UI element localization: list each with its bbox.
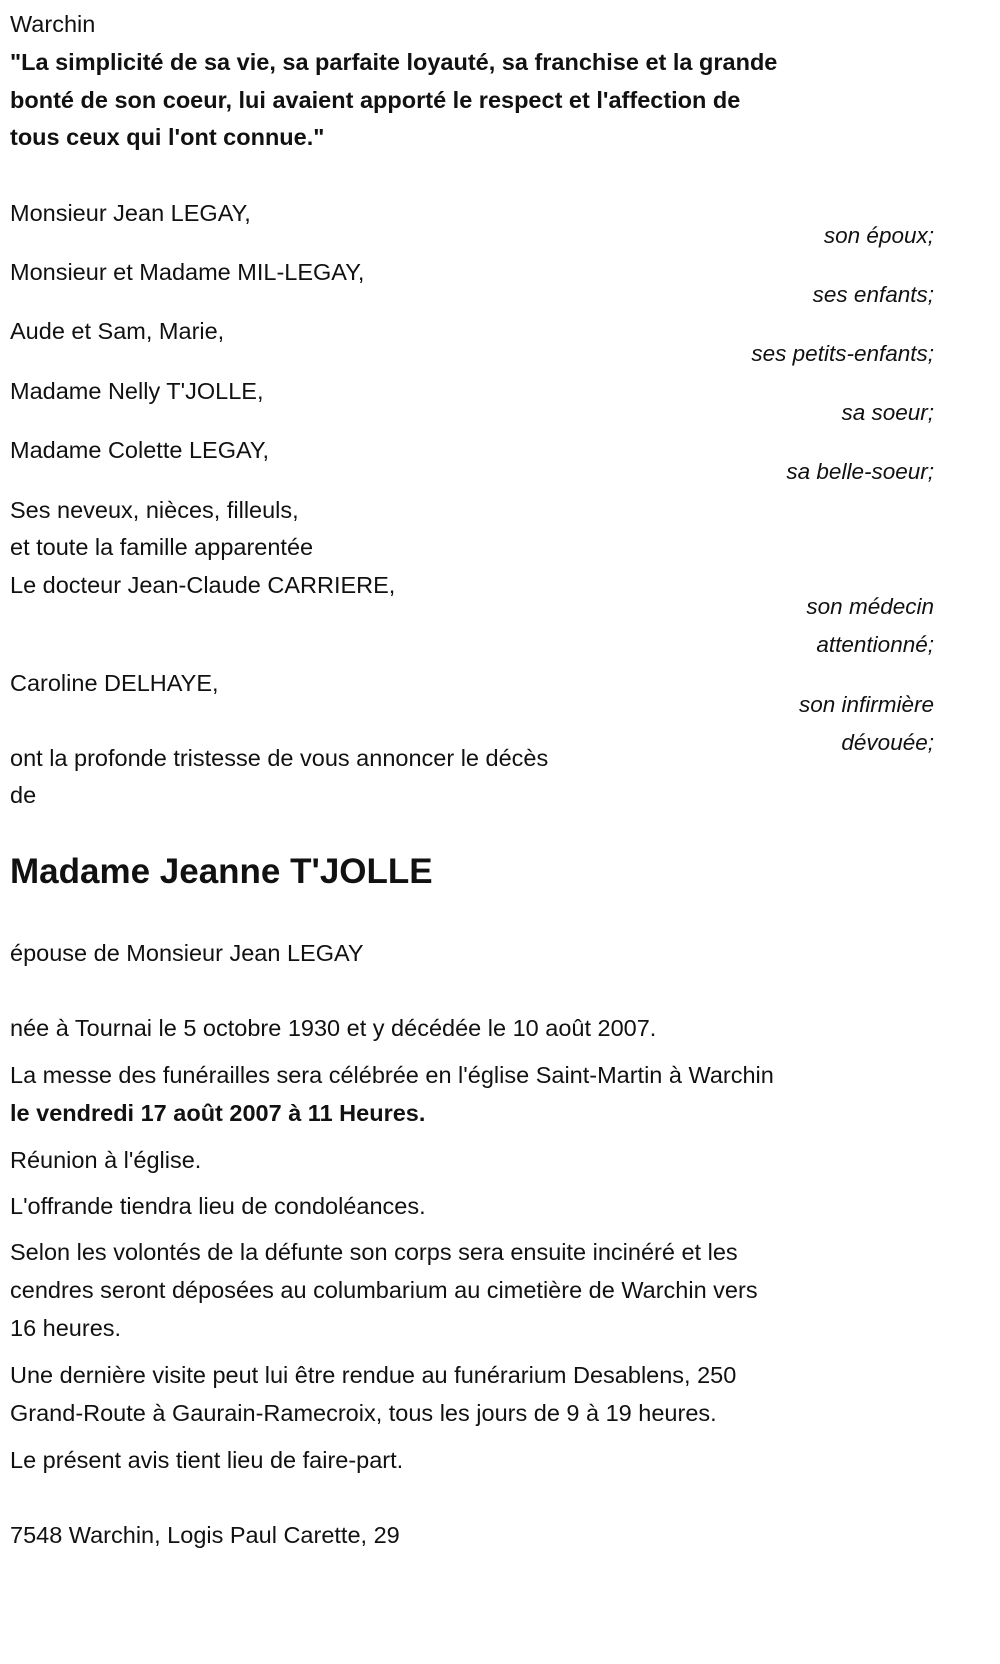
spouse-line: épouse de Monsieur Jean LEGAY [10,940,364,966]
meeting-line: Réunion à l'église. [10,1147,202,1173]
nurse-relation: son infirmière [798,692,934,717]
family-relation: son époux; [823,223,934,248]
doctor-relation: son médecin [806,594,934,619]
quote-line: tous ceux qui l'ont connue." [10,124,325,150]
born-line: née à Tournai le 5 octobre 1930 et y décédée le 10 août 2007. [10,1015,657,1041]
nurse-name: Caroline DELHAYE, [10,670,219,696]
family-relation: ses petits-enfants; [751,341,934,366]
doctor-relation: attentionné; [816,632,934,657]
family-name: Monsieur Jean LEGAY, [10,200,251,226]
others-line: Le docteur Jean-Claude CARRIERE, [10,572,396,598]
cremation-line: 16 heures. [10,1315,122,1341]
cremation-line: cendres seront déposées au columbarium au cimetière de Warchin vers [10,1277,758,1303]
mass-date: le vendredi 17 août 2007 à 11 Heures. [10,1100,426,1126]
place: Warchin [10,11,96,37]
family-relation: sa soeur; [841,400,934,425]
notice-line: Le présent avis tient lieu de faire-part. [10,1447,404,1473]
quote-line: bonté de son coeur, lui avaient apporté le respect et l'affection de [10,87,741,113]
visit-line: Grand-Route à Gaurain-Ramecroix, tous les jours de 9 à 19 heures. [10,1400,717,1426]
offering-line: L'offrande tiendra lieu de condoléances. [10,1193,426,1219]
family-name: Madame Colette LEGAY, [10,437,270,463]
mass-line: La messe des funérailles sera célébrée en l'église Saint-Martin à Warchin [10,1062,774,1088]
family-name: Madame Nelly T'JOLLE, [10,378,264,404]
address: 7548 Warchin, Logis Paul Carette, 29 [10,1522,400,1548]
visit-line: Une dernière visite peut lui être rendue au funérarium Desablens, 250 [10,1362,737,1388]
cremation-line: Selon les volontés de la défunte son corps sera ensuite incinéré et les [10,1239,738,1265]
others-line: et toute la famille apparentée [10,534,314,560]
family-name: Aude et Sam, Marie, [10,318,225,344]
others-line: Ses neveux, nièces, filleuls, [10,497,299,523]
family-relation: sa belle-soeur; [786,459,934,484]
family-name: Monsieur et Madame MIL-LEGAY, [10,259,365,285]
deceased-name: Madame Jeanne T'JOLLE [10,852,433,891]
quote-line: "La simplicité de sa vie, sa parfaite loyauté, sa franchise et la grande [10,49,778,75]
family-relation: ses enfants; [812,282,934,307]
announce-line: de [10,782,37,808]
nurse-relation: dévouée; [841,730,934,755]
announce-line: ont la profonde tristesse de vous annoncer le décès [10,745,549,771]
